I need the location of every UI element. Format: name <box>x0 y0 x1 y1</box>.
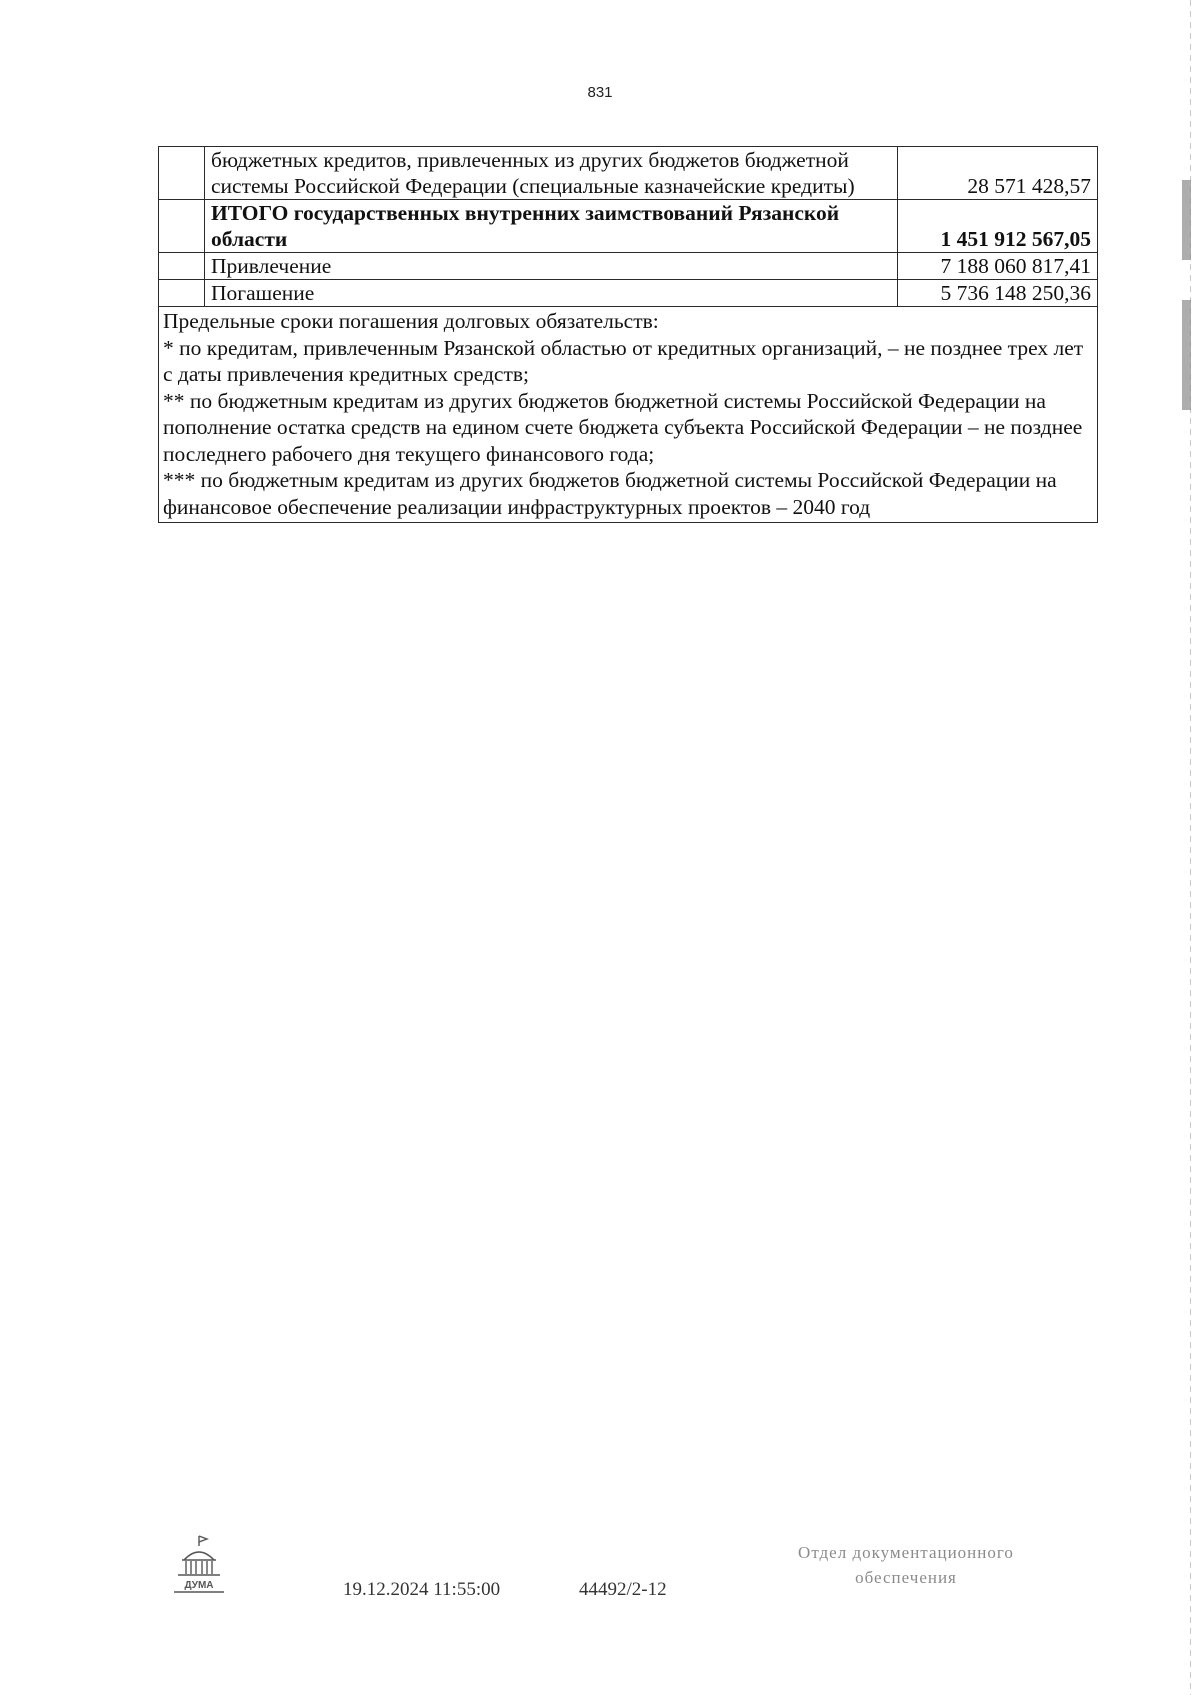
row-value-cell: 28 571 428,57 <box>898 147 1098 200</box>
row-number-cell <box>159 200 205 253</box>
total-label-cell: ИТОГО государственных внутренних заимствований Рязанской области <box>205 200 898 253</box>
note-item: *** по бюджетным кредитам из других бюджетов бюджетной системы Российской Федерации на финансовое обеспечение реализации инфраструктурных проектов – 2040 год <box>163 468 1057 519</box>
total-row <box>159 200 1098 253</box>
note-item: ** по бюджетным кредитам из других бюджетов бюджетной системы Российской Федерации на пополнение остатка средств на едином счете бюджета субъекта Российской Федерации – не позднее последнего рабочего дня текущего финансового года; <box>163 388 1083 466</box>
department-stamp-line1: Отдел документационного <box>798 1543 1014 1562</box>
row-label-cell: бюджетных кредитов, привлеченных из других бюджетов бюджетной системы Российской Федерации (специальные казначейские кредиты) <box>205 147 898 200</box>
table-row <box>159 253 1098 280</box>
row-number-cell <box>159 280 205 307</box>
row-label-cell: Погашение <box>205 280 898 307</box>
borrowings-table <box>158 146 1098 523</box>
notes-cell <box>159 307 1098 523</box>
table-row <box>159 147 1098 200</box>
note-item: * по кредитам, привлеченным Рязанской областью от кредитных организаций, – не позднее трех лет с даты привлечения кредитных средств; <box>163 335 1084 386</box>
row-value-cell: 7 188 060 817,41 <box>898 253 1098 280</box>
duma-building-logo-icon <box>170 1534 228 1596</box>
scan-edge-artifact <box>1182 300 1191 410</box>
department-stamp-line2: обеспечения <box>855 1568 957 1587</box>
registration-number: 44492/2-12 <box>579 1579 667 1600</box>
row-label-cell: Привлечение <box>205 253 898 280</box>
registration-timestamp: 19.12.2024 11:55:00 <box>343 1579 501 1600</box>
notes-heading: Предельные сроки погашения долговых обязательств: <box>163 309 659 333</box>
row-value-cell: 5 736 148 250,36 <box>898 280 1098 307</box>
row-number-cell <box>159 147 205 200</box>
total-value-cell: 1 451 912 567,05 <box>898 200 1098 253</box>
table-row <box>159 280 1098 307</box>
logo-text: ДУМА <box>184 1580 214 1591</box>
row-number-cell <box>159 253 205 280</box>
notes-row <box>159 307 1098 523</box>
page-number: 831 <box>587 84 613 101</box>
department-stamp <box>756 1540 1056 1590</box>
scan-edge-artifact <box>1182 180 1191 260</box>
